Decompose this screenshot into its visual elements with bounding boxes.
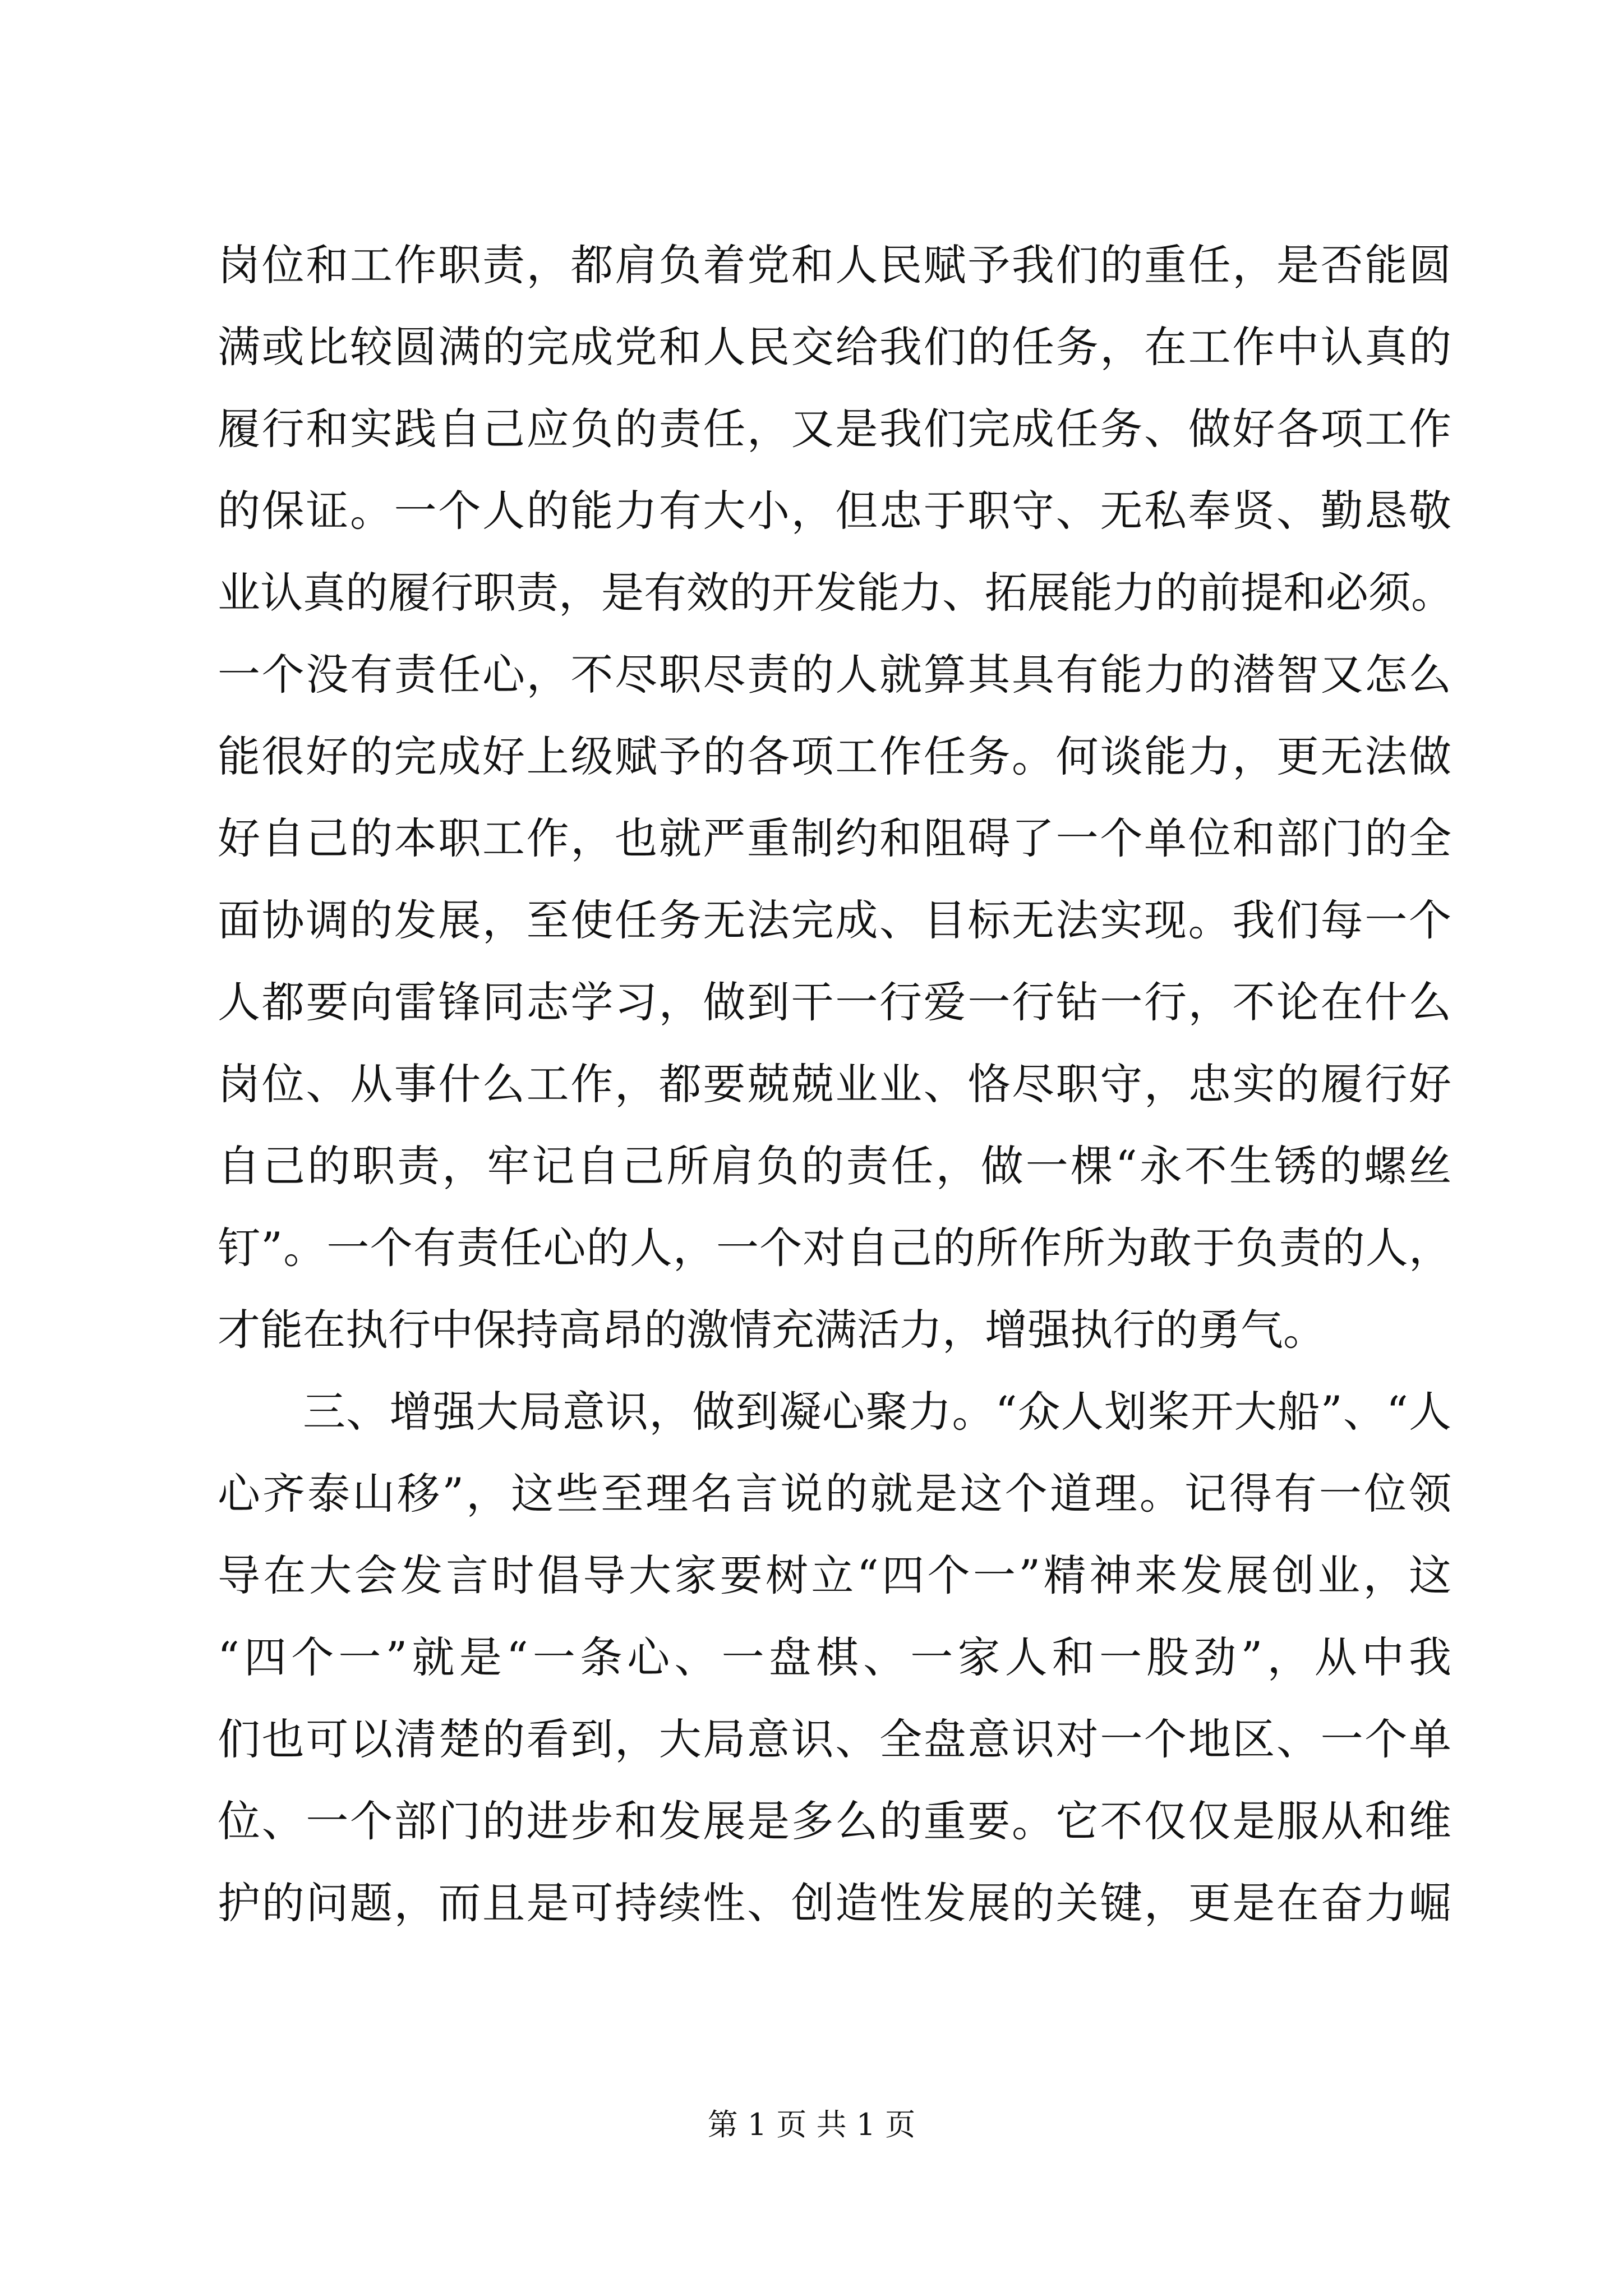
text-line: 位、一个部门的进步和发展是多么的重要。它不仅仅是服从和维 [218,1796,1451,1846]
text-line: 护的问题，而且是可持续性、创造性发展的关键，更是在奋力崛 [218,1878,1451,1928]
text-line: 岗位和工作职责，都肩负着党和人民赋予我们的重任，是否能圆 [218,240,1451,290]
text-line: 面协调的发展，至使任务无法完成、目标无法实现。我们每一个 [218,895,1451,945]
text-line: 满或比较圆满的完成党和人民交给我们的任务，在工作中认真的 [218,322,1451,372]
text-line: “四个一”就是“一条心、一盘棋、一家人和一股劲”，从中我 [218,1632,1451,1682]
text-line: 才能在执行中保持高昂的激情充满活力，增强执行的勇气。 [218,1305,1326,1355]
paragraph [218,1371,1451,1944]
page-footer: 第 1 页 共 1 页 [707,2107,916,2142]
text-line: 钉”。一个有责任心的人，一个对自己的所作所为敢于负责的人， [218,1223,1451,1273]
text-line: 能很好的完成好上级赋予的各项工作任务。何谈能力，更无法做 [218,731,1451,781]
body-text [218,224,1454,1944]
text-line: 人都要向雷锋同志学习，做到干一行爱一行钻一行，不论在什么 [218,977,1451,1027]
text-line: 业认真的履行职责，是有效的开发能力、拓展能力的前提和必须。 [218,568,1454,618]
text-line: 们也可以清楚的看到，大局意识、全盘意识对一个地区、一个单 [218,1714,1451,1764]
text-line: 自己的职责，牢记自己所肩负的责任，做一棵“永不生锈的螺丝 [218,1141,1451,1191]
paragraph [218,224,1454,1371]
text-line: 岗位、从事什么工作，都要兢兢业业、恪尽职守，忠实的履行好 [218,1059,1451,1109]
text-line: 三、增强大局意识，做到凝心聚力。“众人划桨开大船”、“人 [303,1387,1451,1437]
text-line: 履行和实践自己应负的责任，又是我们完成任务、做好各项工作 [218,404,1451,454]
text-line: 导在大会发言时倡导大家要树立“四个一”精神来发展创业，这 [218,1550,1451,1600]
text-line: 心齐泰山移”，这些至理名言说的就是这个道理。记得有一位领 [218,1469,1451,1519]
text-line: 的保证。一个人的能力有大小，但忠于职守、无私奉贤、勤恳敬 [218,486,1451,536]
text-line: 好自己的本职工作，也就严重制约和阻碍了一个单位和部门的全 [218,813,1451,863]
text-line: 一个没有责任心，不尽职尽责的人就算其具有能力的潜智又怎么 [218,650,1451,700]
